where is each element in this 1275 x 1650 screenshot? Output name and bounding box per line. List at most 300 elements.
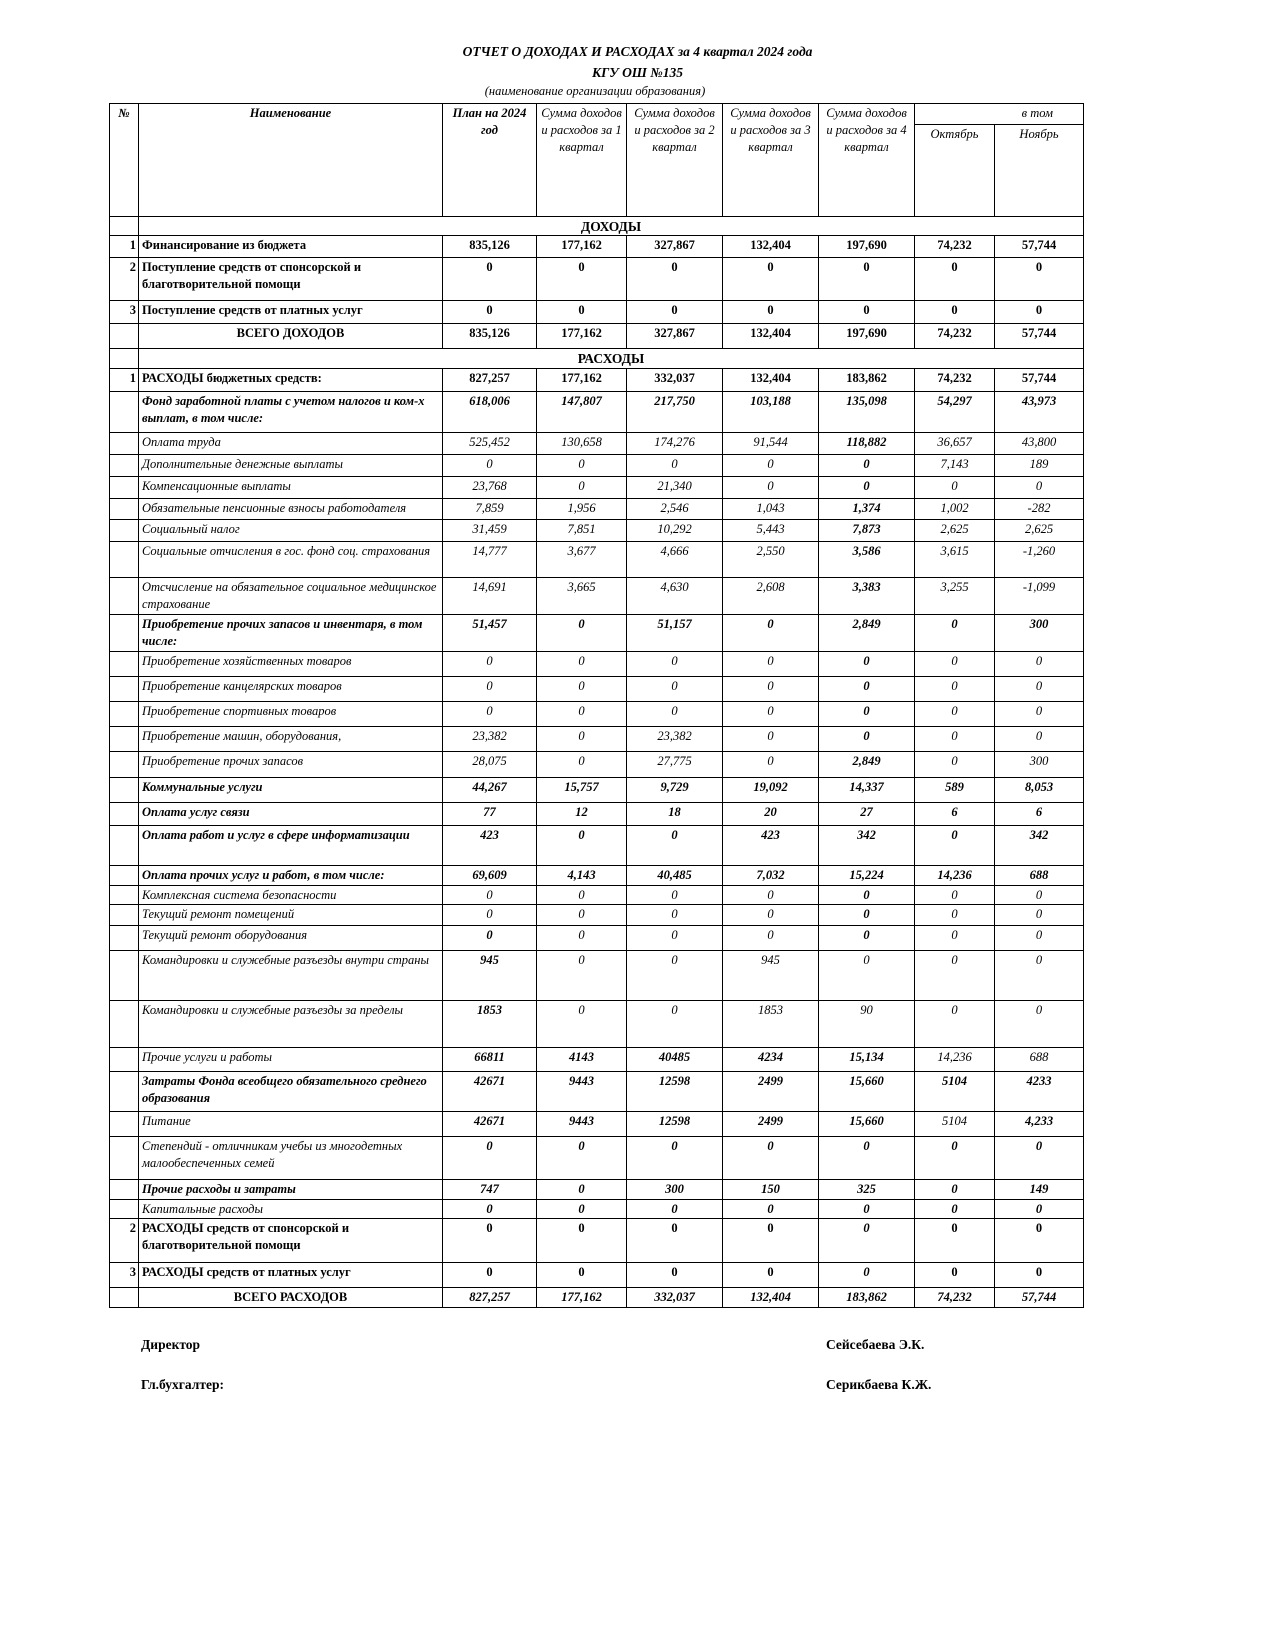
section-title: РАСХОДЫ [139, 349, 1084, 369]
row-name: Комплексная система безопасности [139, 886, 443, 905]
value-cell: 0 [723, 258, 819, 301]
table-row [110, 477, 1084, 499]
row-name: РАСХОДЫ средств от платных услуг [139, 1263, 443, 1288]
col-header-num: № [110, 104, 139, 217]
value-cell: 0 [915, 258, 995, 301]
value-cell: 147,807 [537, 392, 627, 433]
value-cell: 2,625 [995, 520, 1084, 542]
table-row [110, 578, 1084, 615]
table-row [110, 1001, 1084, 1048]
num-cell [110, 217, 139, 236]
value-cell: 14,337 [819, 778, 915, 803]
value-cell: 0 [443, 1200, 537, 1219]
income-total-row [110, 324, 1084, 349]
value-cell: 2,608 [723, 578, 819, 615]
value-cell: 4,143 [537, 866, 627, 886]
value-cell: 2,625 [915, 520, 995, 542]
value-cell: 0 [915, 477, 995, 499]
value-cell: 74,232 [915, 236, 995, 258]
table-row [110, 778, 1084, 803]
report-table [109, 103, 1084, 1308]
row-number [110, 677, 139, 702]
value-cell: 0 [537, 677, 627, 702]
value-cell: 8,053 [995, 778, 1084, 803]
value-cell: 1853 [443, 1001, 537, 1048]
value-cell: 2,550 [723, 542, 819, 578]
value-cell: 90 [819, 1001, 915, 1048]
director-name: Сейсебаева Э.К. [826, 1337, 925, 1352]
value-cell: 0 [915, 905, 995, 926]
value-cell: 4234 [723, 1048, 819, 1072]
value-cell: 130,658 [537, 433, 627, 455]
value-cell: 0 [819, 477, 915, 499]
row-name: Приобретение спортивных товаров [139, 702, 443, 727]
value-cell: 7,859 [443, 499, 537, 520]
table-row [110, 652, 1084, 677]
row-number: 1 [110, 369, 139, 392]
value-cell: 0 [723, 301, 819, 324]
value-cell: 0 [915, 301, 995, 324]
value-cell: -282 [995, 499, 1084, 520]
value-cell: 177,162 [537, 324, 627, 349]
value-cell: 0 [819, 1219, 915, 1263]
value-cell: 36,657 [915, 433, 995, 455]
value-cell: 0 [995, 727, 1084, 752]
value-cell: 0 [537, 702, 627, 727]
value-cell: 0 [723, 886, 819, 905]
section-expenses [110, 349, 1084, 369]
row-number [110, 392, 139, 433]
value-cell: 12598 [627, 1112, 723, 1137]
row-number [110, 826, 139, 866]
value-cell: 835,126 [443, 324, 537, 349]
value-cell: 57,744 [995, 369, 1084, 392]
table-row [110, 866, 1084, 886]
value-cell: 0 [995, 1200, 1084, 1219]
row-number [110, 433, 139, 455]
value-cell: 7,143 [915, 455, 995, 477]
value-cell: 2,546 [627, 499, 723, 520]
value-cell: 0 [627, 926, 723, 951]
value-cell: 0 [915, 615, 995, 652]
row-name: Отсчисление на обязательное социальное медицинское страхование [139, 578, 443, 615]
value-cell: 0 [537, 477, 627, 499]
value-cell: 0 [537, 652, 627, 677]
value-cell: 0 [915, 727, 995, 752]
value-cell: 0 [995, 258, 1084, 301]
row-number [110, 1180, 139, 1200]
row-name: Приобретение прочих запасов и инвентаря, в том числе: [139, 615, 443, 652]
value-cell: 423 [443, 826, 537, 866]
value-cell: 12 [537, 803, 627, 826]
value-cell: 0 [819, 1137, 915, 1180]
table-row [110, 826, 1084, 866]
value-cell: 189 [995, 455, 1084, 477]
row-number: 3 [110, 301, 139, 324]
value-cell: 342 [819, 826, 915, 866]
row-number [110, 542, 139, 578]
col-header-nov: Ноябрь [995, 125, 1084, 217]
value-cell: 20 [723, 803, 819, 826]
value-cell: 43,800 [995, 433, 1084, 455]
row-name: Приобретение прочих запасов [139, 752, 443, 778]
value-cell: 332,037 [627, 369, 723, 392]
col-header-name: Наименование [139, 104, 443, 217]
num-cell [110, 349, 139, 369]
value-cell: 0 [995, 677, 1084, 702]
value-cell: 300 [995, 752, 1084, 778]
table-row [110, 1180, 1084, 1200]
row-name: РАСХОДЫ средств от спонсорской и благотворительной помощи [139, 1219, 443, 1263]
value-cell: 0 [915, 1200, 995, 1219]
value-cell: 332,037 [627, 1288, 723, 1308]
value-cell: 4,630 [627, 578, 723, 615]
value-cell: 27 [819, 803, 915, 826]
accountant-name: Серикбаева К.Ж. [826, 1377, 932, 1392]
table-row [110, 499, 1084, 520]
value-cell: 0 [723, 727, 819, 752]
row-number [110, 652, 139, 677]
value-cell: 3,677 [537, 542, 627, 578]
value-cell: 0 [819, 951, 915, 1001]
row-number: 2 [110, 258, 139, 301]
value-cell: 0 [819, 926, 915, 951]
value-cell: 177,162 [537, 369, 627, 392]
row-name: Степендий - отличникам учебы из многодетных малообеспеченных семей [139, 1137, 443, 1180]
row-name: Социальный налог [139, 520, 443, 542]
value-cell: 3,255 [915, 578, 995, 615]
value-cell: 0 [443, 886, 537, 905]
value-cell: 9443 [537, 1072, 627, 1112]
value-cell: 0 [723, 905, 819, 926]
table-row [110, 677, 1084, 702]
value-cell: 132,404 [723, 236, 819, 258]
value-cell: 74,232 [915, 324, 995, 349]
table-row [110, 369, 1084, 392]
value-cell: 945 [723, 951, 819, 1001]
value-cell: 0 [915, 1137, 995, 1180]
row-name: Поступление средств от спонсорской и благотворительной помощи [139, 258, 443, 301]
value-cell: 27,775 [627, 752, 723, 778]
value-cell: 0 [995, 886, 1084, 905]
row-number [110, 702, 139, 727]
value-cell: 0 [819, 1200, 915, 1219]
value-cell: 0 [443, 301, 537, 324]
value-cell: 0 [995, 1263, 1084, 1288]
value-cell: 0 [995, 1137, 1084, 1180]
value-cell: 0 [627, 677, 723, 702]
value-cell: 74,232 [915, 1288, 995, 1308]
value-cell: 177,162 [537, 1288, 627, 1308]
value-cell: 0 [915, 702, 995, 727]
row-number [110, 778, 139, 803]
value-cell: 1853 [723, 1001, 819, 1048]
value-cell: 688 [995, 866, 1084, 886]
row-number [110, 1048, 139, 1072]
value-cell: 57,744 [995, 236, 1084, 258]
col-header-oct: Октябрь [915, 125, 995, 217]
value-cell: 0 [443, 258, 537, 301]
value-cell: 5104 [915, 1072, 995, 1112]
value-cell: 0 [443, 926, 537, 951]
table-row [110, 803, 1084, 826]
value-cell: 0 [995, 951, 1084, 1001]
value-cell: 91,544 [723, 433, 819, 455]
value-cell: 0 [537, 752, 627, 778]
table-row [110, 1219, 1084, 1263]
table-row [110, 886, 1084, 905]
value-cell: 1,043 [723, 499, 819, 520]
value-cell: 51,157 [627, 615, 723, 652]
row-number: 3 [110, 1263, 139, 1288]
value-cell: 197,690 [819, 324, 915, 349]
table-row [110, 542, 1084, 578]
row-number [110, 727, 139, 752]
value-cell: 51,457 [443, 615, 537, 652]
value-cell: 4,666 [627, 542, 723, 578]
row-number [110, 866, 139, 886]
value-cell: 0 [627, 1263, 723, 1288]
value-cell: 747 [443, 1180, 537, 1200]
value-cell: 0 [915, 1263, 995, 1288]
value-cell: 0 [723, 1219, 819, 1263]
value-cell: 150 [723, 1180, 819, 1200]
row-number: 1 [110, 236, 139, 258]
value-cell: 0 [723, 926, 819, 951]
value-cell: 0 [915, 752, 995, 778]
value-cell: 15,224 [819, 866, 915, 886]
value-cell: 0 [723, 1263, 819, 1288]
value-cell: 0 [723, 1137, 819, 1180]
value-cell: 2499 [723, 1112, 819, 1137]
value-cell: 54,297 [915, 392, 995, 433]
value-cell: 688 [995, 1048, 1084, 1072]
value-cell: 0 [627, 1137, 723, 1180]
row-number [110, 1112, 139, 1137]
table-row [110, 1072, 1084, 1112]
table-row [110, 702, 1084, 727]
value-cell: 4143 [537, 1048, 627, 1072]
value-cell: 0 [723, 1200, 819, 1219]
value-cell: 7,873 [819, 520, 915, 542]
value-cell: 217,750 [627, 392, 723, 433]
value-cell: 9,729 [627, 778, 723, 803]
value-cell: 0 [819, 677, 915, 702]
value-cell: 0 [627, 258, 723, 301]
value-cell: 827,257 [443, 369, 537, 392]
value-cell: 4,233 [995, 1112, 1084, 1137]
row-name: Коммунальные услуги [139, 778, 443, 803]
row-name: Капитальные расходы [139, 1200, 443, 1219]
row-name: ВСЕГО РАСХОДОВ [139, 1288, 443, 1308]
value-cell: 0 [723, 652, 819, 677]
value-cell: 7,851 [537, 520, 627, 542]
value-cell: 135,098 [819, 392, 915, 433]
value-cell: 0 [537, 926, 627, 951]
row-name: Приобретение канцелярских товаров [139, 677, 443, 702]
value-cell: 43,973 [995, 392, 1084, 433]
row-number [110, 951, 139, 1001]
table-row [110, 905, 1084, 926]
value-cell: 15,660 [819, 1072, 915, 1112]
value-cell: 3,615 [915, 542, 995, 578]
value-cell: 0 [443, 1263, 537, 1288]
value-cell: 0 [995, 905, 1084, 926]
row-name: Социальные отчисления в гос. фонд соц. страхования [139, 542, 443, 578]
row-name: ВСЕГО ДОХОДОВ [139, 324, 443, 349]
value-cell: 0 [819, 301, 915, 324]
value-cell: 0 [537, 615, 627, 652]
row-number [110, 1137, 139, 1180]
value-cell: 177,162 [537, 236, 627, 258]
value-cell: 31,459 [443, 520, 537, 542]
value-cell: 42671 [443, 1112, 537, 1137]
table-row [110, 455, 1084, 477]
value-cell: 74,232 [915, 369, 995, 392]
value-cell: 15,757 [537, 778, 627, 803]
row-number [110, 1001, 139, 1048]
value-cell: 0 [915, 886, 995, 905]
value-cell: 14,236 [915, 866, 995, 886]
value-cell: 0 [819, 1263, 915, 1288]
value-cell: 0 [537, 1180, 627, 1200]
value-cell: 0 [995, 926, 1084, 951]
value-cell: 342 [995, 826, 1084, 866]
section-income [110, 217, 1084, 236]
value-cell: 23,382 [443, 727, 537, 752]
table-row [110, 615, 1084, 652]
value-cell: 118,882 [819, 433, 915, 455]
row-number [110, 1072, 139, 1112]
value-cell: 44,267 [443, 778, 537, 803]
value-cell: 149 [995, 1180, 1084, 1200]
col-header-q2: Сумма доходов и расходов за 2 квартал [627, 104, 723, 217]
value-cell: 57,744 [995, 1288, 1084, 1308]
row-number [110, 455, 139, 477]
value-cell: 3,665 [537, 578, 627, 615]
value-cell: 15,660 [819, 1112, 915, 1137]
value-cell: 0 [537, 951, 627, 1001]
value-cell: 0 [995, 652, 1084, 677]
value-cell: 0 [443, 905, 537, 926]
value-cell: 0 [819, 905, 915, 926]
table-row [110, 951, 1084, 1001]
value-cell: 0 [443, 702, 537, 727]
row-number [110, 578, 139, 615]
value-cell: 18 [627, 803, 723, 826]
row-number [110, 1288, 139, 1308]
row-name: Оплата работ и услуг в сфере информатизации [139, 826, 443, 866]
director-label: Директор [141, 1337, 201, 1352]
expense-total-row [110, 1288, 1084, 1308]
value-cell: 0 [537, 1001, 627, 1048]
col-header-q1: Сумма доходов и расходов за 1 квартал [537, 104, 627, 217]
value-cell: 1,956 [537, 499, 627, 520]
value-cell: 0 [443, 1219, 537, 1263]
col-header-group: в том [915, 104, 1084, 125]
row-name: Оплата прочих услуг и работ, в том числе: [139, 866, 443, 886]
table-row [110, 1048, 1084, 1072]
value-cell: 0 [819, 652, 915, 677]
value-cell: 0 [995, 477, 1084, 499]
value-cell: 0 [627, 826, 723, 866]
row-number [110, 926, 139, 951]
table-row [110, 433, 1084, 455]
col-header-q4: Сумма доходов и расходов за 4 квартал [819, 104, 915, 217]
value-cell: 183,862 [819, 1288, 915, 1308]
value-cell: 183,862 [819, 369, 915, 392]
row-name: Оплата труда [139, 433, 443, 455]
value-cell: 28,075 [443, 752, 537, 778]
organization-name: КГУ ОШ №135 [591, 65, 683, 80]
row-name: Финансирование из бюджета [139, 236, 443, 258]
value-cell: 0 [915, 926, 995, 951]
value-cell: 0 [819, 702, 915, 727]
row-number [110, 886, 139, 905]
value-cell: 327,867 [627, 236, 723, 258]
col-header-plan: План на 2024 год [443, 104, 537, 217]
value-cell: 0 [915, 951, 995, 1001]
value-cell: 0 [537, 455, 627, 477]
value-cell: 327,867 [627, 324, 723, 349]
value-cell: 3,383 [819, 578, 915, 615]
table-row [110, 258, 1084, 301]
value-cell: 0 [723, 752, 819, 778]
value-cell: 5,443 [723, 520, 819, 542]
row-name: Прочие расходы и затраты [139, 1180, 443, 1200]
value-cell: 103,188 [723, 392, 819, 433]
value-cell: 0 [537, 301, 627, 324]
value-cell: 945 [443, 951, 537, 1001]
value-cell: 835,126 [443, 236, 537, 258]
row-name: Текущий ремонт помещений [139, 905, 443, 926]
value-cell: 0 [537, 1263, 627, 1288]
value-cell: 589 [915, 778, 995, 803]
row-name: Поступление средств от платных услуг [139, 301, 443, 324]
value-cell: 0 [537, 1137, 627, 1180]
value-cell: 40485 [627, 1048, 723, 1072]
value-cell: 300 [627, 1180, 723, 1200]
value-cell: 0 [627, 1200, 723, 1219]
value-cell: 132,404 [723, 324, 819, 349]
value-cell: 0 [995, 1219, 1084, 1263]
value-cell: 0 [723, 455, 819, 477]
table-row [110, 236, 1084, 258]
value-cell: 174,276 [627, 433, 723, 455]
value-cell: 1,002 [915, 499, 995, 520]
value-cell: 0 [627, 905, 723, 926]
value-cell: 0 [537, 905, 627, 926]
value-cell: 2,849 [819, 615, 915, 652]
value-cell: 132,404 [723, 1288, 819, 1308]
table-row [110, 926, 1084, 951]
value-cell: 132,404 [723, 369, 819, 392]
value-cell: 0 [915, 826, 995, 866]
value-cell: 0 [915, 1001, 995, 1048]
value-cell: 0 [995, 301, 1084, 324]
value-cell: 197,690 [819, 236, 915, 258]
value-cell: 0 [627, 1001, 723, 1048]
value-cell: 66811 [443, 1048, 537, 1072]
value-cell: 0 [915, 677, 995, 702]
row-number [110, 752, 139, 778]
value-cell: 0 [627, 652, 723, 677]
value-cell: 19,092 [723, 778, 819, 803]
table-row [110, 1137, 1084, 1180]
value-cell: 6 [995, 803, 1084, 826]
value-cell: 4233 [995, 1072, 1084, 1112]
value-cell: -1,260 [995, 542, 1084, 578]
